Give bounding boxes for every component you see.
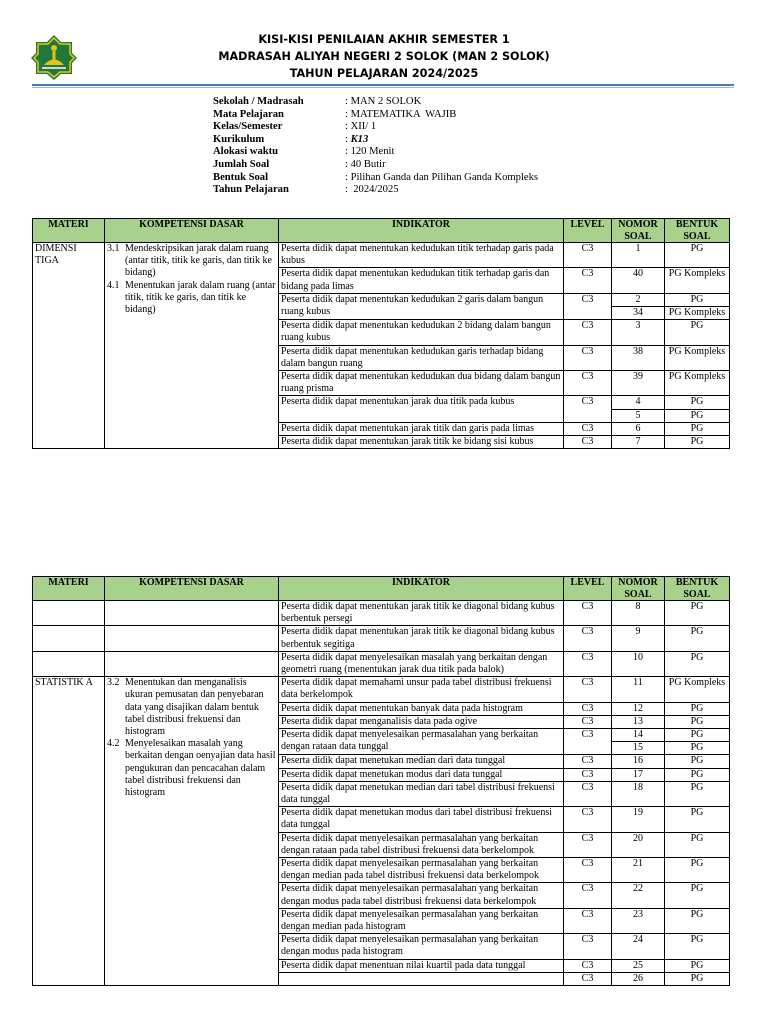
- info-label: Kelas/Semester: [213, 121, 283, 133]
- info-label: Alokasi waktu: [213, 146, 279, 158]
- bentuk-soal-cell-item: PG: [690, 626, 704, 638]
- nomor-soal-cell-item: 7: [635, 436, 641, 448]
- header-indikator: INDIKATOR: [279, 577, 564, 601]
- bentuk-soal-cell: [665, 293, 730, 319]
- info-row: [213, 121, 538, 134]
- nomor-soal-cell-item: 2: [635, 293, 641, 305]
- kd-cell-empty: [105, 651, 279, 676]
- header-kompetensi-dasar: KOMPETENSI DASAR: [105, 219, 279, 243]
- nomor-soal-cell-item: 40: [633, 268, 643, 280]
- indikator-cell: Peserta didik dapat menyelesaikan permasalahan yang berkaitan dengan median pada tabel distribusi frekuensi data berkelompok: [279, 858, 564, 883]
- kd-item: [107, 677, 276, 738]
- indikator-cell: Peserta didik dapat menetukan median dari data tunggal: [279, 755, 564, 768]
- indikator-cell: Peserta didik dapat menyelesaikan permasalahan yang berkaitan dengan median pada histogram: [279, 908, 564, 933]
- indikator-cell: Peserta didik dapat menganalisis data pada ogive: [279, 715, 564, 728]
- level-cell: C3: [564, 972, 612, 985]
- materi-cell-empty: [33, 651, 105, 676]
- indikator-cell: Peserta didik dapat menetukan modus dari data tunggal: [279, 768, 564, 781]
- info-label: Kurikulum: [213, 133, 265, 145]
- nomor-soal-cell-item: 22: [633, 883, 643, 895]
- indikator-cell: Peserta didik dapat memahami unsur pada tabel distribusi frekuensi data berkelompok: [279, 677, 564, 702]
- kd-number: 4.2: [107, 738, 120, 750]
- level-cell: C3: [564, 626, 612, 651]
- bentuk-soal-cell: [665, 626, 730, 651]
- bentuk-soal-cell-item: PG: [690, 768, 704, 780]
- indikator-cell: Peserta didik dapat menentukan kedudukan titik terhadap garis pada kubus: [279, 243, 564, 268]
- bentuk-soal-cell-item: PG Kompleks: [668, 345, 726, 357]
- nomor-soal-cell-item: 14: [633, 729, 643, 741]
- nomor-soal-cell-item: 1: [635, 243, 641, 254]
- bentuk-soal-cell: [665, 883, 730, 908]
- indikator-cell: Peserta didik dapat menyelesaikan masalah yang berkaitan dengan geometri ruang (menentukan jarak dua titik pada balok): [279, 651, 564, 676]
- bentuk-soal-cell-item: PG: [690, 883, 704, 895]
- indikator-cell: Peserta didik dapat menentukan jarak titik ke diagonal bidang kubus berbentuk persegi: [279, 601, 564, 626]
- nomor-soal-cell-item: 19: [633, 807, 643, 819]
- info-label: Jumlah Soal: [213, 158, 270, 170]
- level-cell: C3: [564, 781, 612, 806]
- bentuk-soal-cell-item: PG: [690, 715, 704, 727]
- bentuk-soal-cell-item: PG: [690, 702, 704, 714]
- kd-number: 4.1: [107, 279, 120, 291]
- nomor-soal-cell-item: 16: [633, 755, 643, 767]
- header-level: LEVEL: [564, 577, 612, 601]
- nomor-soal-cell: [612, 702, 665, 715]
- nomor-soal-cell: [612, 768, 665, 781]
- info-label: Sekolah / Madrasah: [213, 96, 304, 107]
- bentuk-soal-cell-item: PG: [690, 729, 704, 741]
- bentuk-soal-cell: [665, 677, 730, 702]
- bentuk-soal-cell-item: PG Kompleks: [668, 268, 726, 280]
- bentuk-soal-cell-item: PG: [690, 972, 704, 984]
- info-value: : MAN 2 SOLOK: [345, 96, 422, 107]
- indikator-cell: Peserta didik dapat menentuan nilai kuartil pada data tunggal: [279, 959, 564, 972]
- level-cell: C3: [564, 243, 612, 268]
- header-materi: MATERI: [33, 219, 105, 243]
- table-row: [33, 626, 730, 651]
- bentuk-soal-cell-item: PG: [665, 741, 729, 754]
- indikator-cell: Peserta didik dapat menentukan banyak data pada histogram: [279, 702, 564, 715]
- header-divider: [32, 84, 734, 86]
- bentuk-soal-cell-item: PG: [690, 422, 704, 434]
- nomor-soal-cell: [612, 934, 665, 959]
- bentuk-soal-cell: [665, 755, 730, 768]
- kisi-table-2: [32, 576, 730, 986]
- nomor-soal-cell-item: 17: [633, 768, 643, 780]
- nomor-soal-cell: [612, 832, 665, 857]
- info-value: : 40 Butir: [345, 158, 386, 170]
- bentuk-soal-cell: [665, 959, 730, 972]
- nomor-soal-cell-item: 39: [633, 371, 643, 383]
- level-cell: C3: [564, 268, 612, 293]
- bentuk-soal-cell: [665, 858, 730, 883]
- nomor-soal-cell: [612, 268, 665, 293]
- bentuk-soal-cell-item: PG: [690, 601, 704, 612]
- nomor-soal-cell: [612, 371, 665, 396]
- bentuk-soal-cell-item: PG: [690, 832, 704, 844]
- level-cell: C3: [564, 422, 612, 435]
- nomor-soal-cell: [612, 422, 665, 435]
- info-row: [213, 184, 538, 197]
- nomor-soal-cell-item: 24: [633, 934, 643, 946]
- bentuk-soal-cell: [665, 768, 730, 781]
- nomor-soal-cell: [612, 729, 665, 755]
- header-divider-thin: [32, 87, 734, 88]
- table-header-row: [33, 219, 730, 243]
- info-row: [213, 172, 538, 185]
- bentuk-soal-cell: [665, 934, 730, 959]
- indikator-cell: Peserta didik dapat menentukan jarak titik ke bidang sisi kubus: [279, 436, 564, 449]
- nomor-soal-cell-item: 4: [635, 396, 641, 408]
- header-nomor-soal: NOMOR SOAL: [612, 219, 665, 243]
- indikator-cell: Peserta didik dapat menyelesaikan permasalahan yang berkaitan dengan rataan data tunggal: [279, 729, 564, 755]
- level-cell: C3: [564, 908, 612, 933]
- info-row: [213, 146, 538, 159]
- info-label: Tahun Pelajaran: [213, 184, 289, 196]
- doc-title-line2: MADRASAH ALIYAH NEGERI 2 SOLOK (MAN 2 SOLOK): [218, 50, 550, 63]
- header-materi: MATERI: [33, 577, 105, 601]
- table-row: [33, 601, 730, 626]
- indikator-cell: Peserta didik dapat menetukan modus dari tabel distribusi frekuensi data tunggal: [279, 807, 564, 832]
- level-cell: C3: [564, 959, 612, 972]
- nomor-soal-cell-item: 25: [633, 959, 643, 971]
- materi-cell-empty: [33, 601, 105, 626]
- nomor-soal-cell: [612, 243, 665, 268]
- info-value: : XII/ 1: [345, 121, 377, 133]
- bentuk-soal-cell-item: PG: [690, 396, 704, 408]
- bentuk-soal-cell: [665, 781, 730, 806]
- nomor-soal-cell-item: 15: [612, 741, 664, 754]
- bentuk-soal-cell-item: PG: [690, 934, 704, 946]
- nomor-soal-cell-item: 26: [633, 972, 643, 984]
- kd-item: [107, 243, 276, 280]
- indikator-cell: Peserta didik dapat menetukan median dari tabel distribusi frekuensi data tunggal: [279, 781, 564, 806]
- table-row: [33, 651, 730, 676]
- nomor-soal-cell-item: 18: [633, 781, 643, 793]
- materi-cell: STATISTIK A: [33, 677, 105, 986]
- bentuk-soal-cell: [665, 651, 730, 676]
- indikator-cell: Peserta didik dapat menentukan kedudukan dua bidang dalam bangun ruang prisma: [279, 371, 564, 396]
- indikator-cell: Peserta didik dapat menentukan kedudukan garis terhadap bidang dalam bangun ruang: [279, 345, 564, 370]
- level-cell: C3: [564, 320, 612, 345]
- nomor-soal-cell: [612, 345, 665, 370]
- nomor-soal-cell: [612, 781, 665, 806]
- kompetensi-dasar-cell: [105, 677, 279, 986]
- exam-info-block: [213, 96, 538, 197]
- header-level: LEVEL: [564, 219, 612, 243]
- nomor-soal-cell-item: 8: [635, 601, 641, 612]
- indikator-cell: Peserta didik dapat menyelesaikan permasalahan yang berkaitan dengan modus pada tabel distribusi frekuensi data berkelompok: [279, 883, 564, 908]
- nomor-soal-cell: [612, 908, 665, 933]
- level-cell: C3: [564, 715, 612, 728]
- bentuk-soal-cell: [665, 422, 730, 435]
- nomor-soal-cell-item: 10: [633, 651, 643, 663]
- nomor-soal-cell: [612, 293, 665, 319]
- bentuk-soal-cell: [665, 972, 730, 985]
- nomor-soal-cell: [612, 858, 665, 883]
- level-cell: C3: [564, 702, 612, 715]
- nomor-soal-cell-item: 38: [633, 345, 643, 357]
- indikator-cell: Peserta didik dapat menentukan jarak dua titik pada kubus: [279, 396, 564, 422]
- info-value: : K13: [345, 133, 369, 145]
- level-cell: C3: [564, 934, 612, 959]
- info-value: : 2024/2025: [345, 184, 399, 196]
- kd-number: 3.1: [107, 243, 120, 254]
- header-nomor-soal: NOMOR SOAL: [612, 577, 665, 601]
- bentuk-soal-cell-item: PG: [690, 320, 704, 332]
- table-row: [33, 677, 730, 702]
- header-bentuk-soal: BENTUK SOAL: [665, 577, 730, 601]
- nomor-soal-cell-item: 6: [635, 422, 641, 434]
- bentuk-soal-cell-item: PG: [690, 651, 704, 663]
- nomor-soal-cell: [612, 677, 665, 702]
- bentuk-soal-cell: [665, 320, 730, 345]
- kd-text: Menentukan dan menganalisis ukuran pemusatan dan penyebaran data yang disajikan dalam bentuk tabel distribusi frekuensi dan histogram: [125, 677, 264, 738]
- nomor-soal-cell-item: 9: [635, 626, 641, 638]
- indikator-cell: Peserta didik dapat menentukan kedudukan 2 garis dalam bangun ruang kubus: [279, 293, 564, 319]
- info-value: : MATEMATIKA WAJIB: [345, 108, 457, 120]
- kompetensi-dasar-cell: [105, 243, 279, 449]
- bentuk-soal-cell: [665, 908, 730, 933]
- kd-cell-empty: [105, 626, 279, 651]
- info-label: Bentuk Soal: [213, 171, 269, 183]
- bentuk-soal-cell: [665, 243, 730, 268]
- nomor-soal-cell: [612, 715, 665, 728]
- kisi-table-1: [32, 218, 730, 449]
- kd-number: 3.2: [107, 677, 120, 689]
- level-cell: C3: [564, 832, 612, 857]
- nomor-soal-cell-item: 5: [612, 409, 664, 422]
- info-row: [213, 134, 538, 147]
- info-value: : 120 Menit: [345, 146, 395, 158]
- bentuk-soal-cell-item: PG Kompleks: [668, 371, 726, 383]
- kd-text: Menyelesaikan masalah yang berkaitan dengan oenyajian data hasil pengukuran dan pencacahan dalam tabel distribusi frekuensi dan histogram: [125, 738, 276, 799]
- header-kompetensi-dasar: KOMPETENSI DASAR: [105, 577, 279, 601]
- nomor-soal-cell-item: 13: [633, 715, 643, 727]
- bentuk-soal-cell: [665, 396, 730, 422]
- indikator-cell: [279, 972, 564, 985]
- bentuk-soal-cell: [665, 715, 730, 728]
- bentuk-soal-cell: [665, 601, 730, 626]
- info-value: : Pilihan Ganda dan Pilihan Ganda Kompleks: [345, 171, 539, 183]
- bentuk-soal-cell: [665, 345, 730, 370]
- nomor-soal-cell-item: 21: [633, 858, 643, 870]
- level-cell: C3: [564, 396, 612, 422]
- level-cell: C3: [564, 293, 612, 319]
- info-label: Mata Pelajaran: [213, 108, 284, 120]
- bentuk-soal-cell: [665, 832, 730, 857]
- nomor-soal-cell: [612, 626, 665, 651]
- indikator-cell: Peserta didik dapat menyelesaikan permasalahan yang berkaitan dengan modus pada histogram: [279, 934, 564, 959]
- nomor-soal-cell: [612, 959, 665, 972]
- materi-cell: DIMENSI TIGA: [33, 243, 105, 449]
- level-cell: C3: [564, 729, 612, 755]
- table-row: [33, 243, 730, 268]
- nomor-soal-cell: [612, 320, 665, 345]
- nomor-soal-cell: [612, 396, 665, 422]
- nomor-soal-cell: [612, 807, 665, 832]
- level-cell: C3: [564, 677, 612, 702]
- nomor-soal-cell-item: 20: [633, 832, 643, 844]
- level-cell: C3: [564, 601, 612, 626]
- info-row: [213, 159, 538, 172]
- kd-cell-empty: [105, 601, 279, 626]
- nomor-soal-cell-item: 3: [635, 320, 641, 332]
- bentuk-soal-cell-item: PG: [690, 293, 704, 305]
- level-cell: C3: [564, 807, 612, 832]
- nomor-soal-cell-item: 23: [633, 908, 643, 920]
- materi-cell-empty: [33, 626, 105, 651]
- document-header: [0, 0, 768, 90]
- nomor-soal-cell-item: 12: [633, 702, 643, 714]
- indikator-cell: Peserta didik dapat menyelesaikan permasalahan yang berkaitan dengan rataan pada tabel distribusi frekuensi data berkelompok: [279, 832, 564, 857]
- doc-title-line3: TAHUN PELAJARAN 2024/2025: [289, 67, 479, 80]
- bentuk-soal-cell-item: PG Kompleks: [665, 306, 729, 319]
- bentuk-soal-cell-item: PG: [665, 409, 729, 422]
- indikator-cell: Peserta didik dapat menentukan jarak titik dan garis pada limas: [279, 422, 564, 435]
- bentuk-soal-cell: [665, 268, 730, 293]
- indikator-cell: Peserta didik dapat menentukan kedudukan titik terhadap garis dan bidang pada limas: [279, 268, 564, 293]
- nomor-soal-cell: [612, 436, 665, 449]
- indikator-cell: Peserta didik dapat menentukan kedudukan 2 bidang dalam bangun ruang kubus: [279, 320, 564, 345]
- header-bentuk-soal: BENTUK SOAL: [665, 219, 730, 243]
- level-cell: C3: [564, 768, 612, 781]
- bentuk-soal-cell-item: PG: [690, 908, 704, 920]
- kd-item: [107, 738, 276, 799]
- nomor-soal-cell-item: 34: [612, 306, 664, 319]
- header-indikator: INDIKATOR: [279, 219, 564, 243]
- nomor-soal-cell: [612, 601, 665, 626]
- nomor-soal-cell: [612, 651, 665, 676]
- kd-text: Mendeskripsikan jarak dalam ruang (antar titik, titik ke garis, dan titik ke bidang): [125, 243, 272, 279]
- table-header-row: [33, 577, 730, 601]
- bentuk-soal-cell-item: PG: [690, 436, 704, 448]
- bentuk-soal-cell-item: PG: [690, 243, 704, 254]
- nomor-soal-cell: [612, 972, 665, 985]
- bentuk-soal-cell-item: PG: [690, 755, 704, 767]
- kd-text: Menentukan jarak dalam ruang (antar titik, titik ke garis, dan titik ke bidang): [125, 279, 276, 316]
- bentuk-soal-cell: [665, 807, 730, 832]
- level-cell: C3: [564, 436, 612, 449]
- bentuk-soal-cell-item: PG: [690, 807, 704, 819]
- bentuk-soal-cell: [665, 371, 730, 396]
- bentuk-soal-cell-item: PG Kompleks: [668, 677, 726, 689]
- bentuk-soal-cell: [665, 729, 730, 755]
- nomor-soal-cell: [612, 883, 665, 908]
- bentuk-soal-cell: [665, 702, 730, 715]
- level-cell: C3: [564, 755, 612, 768]
- level-cell: C3: [564, 858, 612, 883]
- bentuk-soal-cell-item: PG: [690, 858, 704, 870]
- info-row: [213, 109, 538, 122]
- doc-title-line1: KISI-KISI PENILAIAN AKHIR SEMESTER 1: [258, 33, 510, 46]
- bentuk-soal-cell-item: PG: [690, 959, 704, 971]
- nomor-soal-cell-item: 11: [633, 677, 643, 689]
- nomor-soal-cell: [612, 755, 665, 768]
- level-cell: C3: [564, 651, 612, 676]
- indikator-cell: Peserta didik dapat menentukan jarak titik ke diagonal bidang kubus berbentuk segitiga: [279, 626, 564, 651]
- info-row: [213, 96, 538, 109]
- level-cell: C3: [564, 345, 612, 370]
- bentuk-soal-cell: [665, 436, 730, 449]
- kd-item: [107, 280, 276, 317]
- level-cell: C3: [564, 883, 612, 908]
- level-cell: C3: [564, 371, 612, 396]
- bentuk-soal-cell-item: PG: [690, 781, 704, 793]
